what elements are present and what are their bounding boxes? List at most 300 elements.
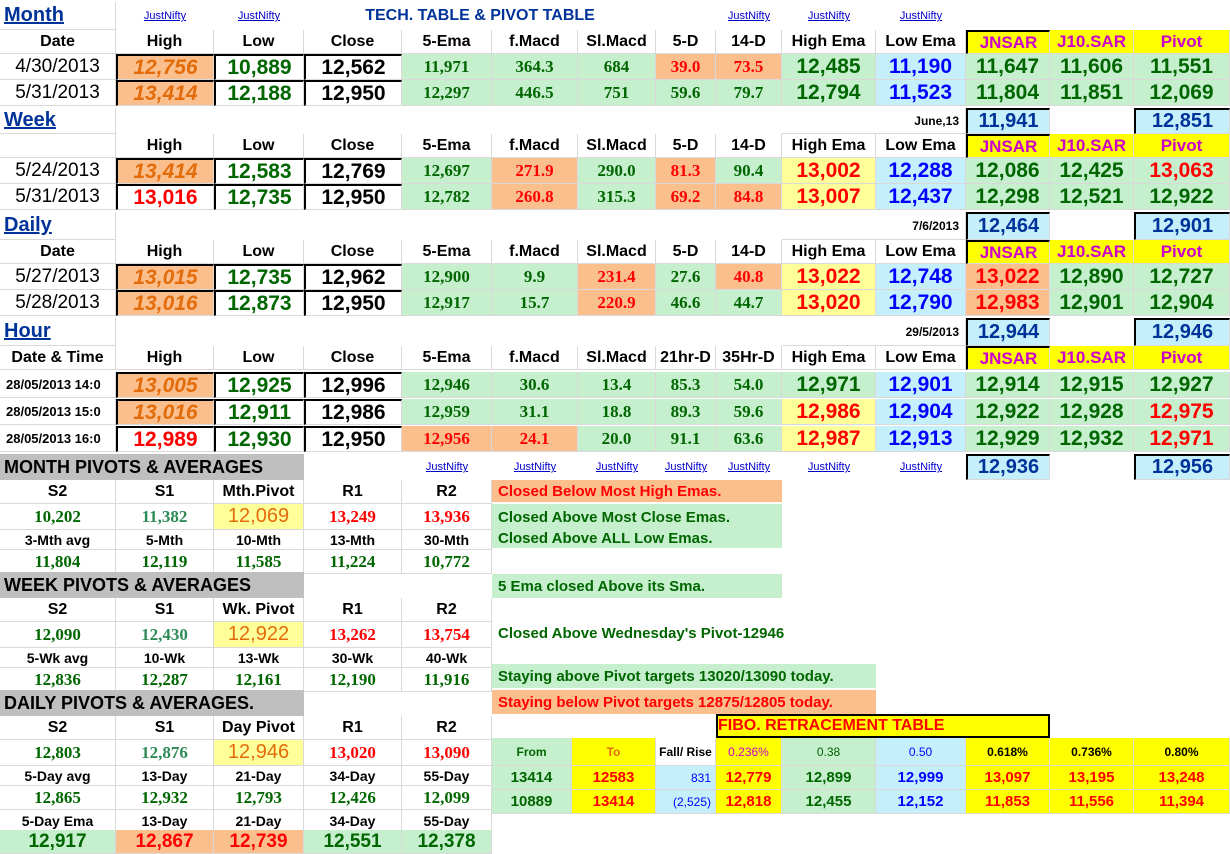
value-cell: 69.2 [656,184,716,210]
column-header: Pivot [1134,30,1230,54]
column-header: f.Macd [492,30,578,54]
column-header: Low [214,134,304,158]
column-header: Close [304,30,402,54]
avg-header: 21-Day [214,766,304,786]
pivot-header: S2 [0,598,116,622]
value-cell: 12,930 [214,426,304,452]
fibo-value: 13,195 [1050,766,1134,790]
column-header: Low [214,240,304,264]
value-cell: 30.6 [492,372,578,398]
section-title: MONTH PIVOTS & AVERAGES [0,454,304,480]
value-cell: 12,971 [1134,426,1230,452]
value-cell: 11,804 [966,80,1050,106]
value-cell: 59.6 [716,399,782,425]
link-justnifty[interactable]: JustNifty [237,10,281,22]
value-cell: 12,922 [966,399,1050,425]
avg-value: 12,865 [0,786,116,810]
avg-header: 5-Mth [116,530,214,550]
fibo-value: 12,818 [716,790,782,814]
status-message: Closed Above ALL Low Emas. [492,528,782,548]
column-header: 5-Ema [402,240,492,264]
column-header: Low [214,30,304,54]
value-cell: 12,929 [966,426,1050,452]
column-header: 14-D [716,240,782,264]
value-cell: 12,794 [782,80,876,106]
link-justnifty[interactable]: JustNifty [143,10,187,22]
fibo-title: FIBO. RETRACEMENT TABLE [716,714,1050,738]
pivot-value: 10,202 [0,504,116,530]
value-cell: 11,647 [966,54,1050,80]
value-cell: 12,983 [966,290,1050,316]
value-cell: 12,913 [876,426,966,452]
column-header: High Ema [782,346,876,370]
column-header: Low Ema [876,346,966,370]
column-header: 5-Ema [402,30,492,54]
status-message: Staying below Pivot targets 12875/12805 today. [492,690,876,714]
value-cell: 12,790 [876,290,966,316]
value-cell: 12,986 [304,399,402,425]
value-cell: 12,583 [214,158,304,184]
link-justnifty[interactable]: JustNifty [899,10,943,22]
avg-header: 13-Mth [304,530,402,550]
sub-date: June,13 [782,108,966,134]
pivot-value: 13,020 [304,740,402,766]
avg-value: 11,804 [0,550,116,574]
pivot-value: 13,754 [402,622,492,648]
ema-value: 12,739 [214,830,304,854]
avg-value: 12,426 [304,786,402,810]
fibo-value: 11,394 [1134,790,1230,814]
avg-value: 11,585 [214,550,304,574]
avg-header: 30-Mth [402,530,492,550]
sub-jnsar: 12,944 [966,318,1050,346]
value-cell: 12,911 [214,399,304,425]
value-cell: 12,950 [304,290,402,316]
avg-value: 12,836 [0,668,116,692]
date-cell: 5/31/2013 [0,184,116,210]
fibo-header: 0.80% [1134,738,1230,766]
ema-header: 13-Day [116,810,214,832]
value-cell: 73.5 [716,54,782,80]
value-cell: 84.8 [716,184,782,210]
fibo-value: 11,853 [966,790,1050,814]
avg-value: 12,932 [116,786,214,810]
sub-date: 29/5/2013 [782,318,966,346]
column-header: J10.SAR [1050,240,1134,264]
link-justnifty[interactable]: JustNifty [425,461,469,473]
column-header: Close [304,346,402,370]
date-cell: 28/05/2013 16:0 [0,426,116,452]
avg-value: 12,190 [304,668,402,692]
value-cell: 39.0 [656,54,716,80]
value-cell: 20.0 [578,426,656,452]
avg-header: 55-Day [402,766,492,786]
value-cell: 12,769 [304,158,402,184]
pivot-header: S2 [0,480,116,504]
value-cell: 12,946 [402,372,492,398]
page-title: TECH. TABLE & PIVOT TABLE [365,7,595,24]
value-cell: 12,727 [1134,264,1230,290]
value-cell: 12,748 [876,264,966,290]
value-cell: 13,020 [782,290,876,316]
value-cell: 446.5 [492,80,578,106]
fibo-value: 13,097 [966,766,1050,790]
column-header: Low [214,346,304,370]
column-header: Low Ema [876,30,966,54]
pivot-value: 12,803 [0,740,116,766]
column-header: Sl.Macd [578,346,656,370]
fibo-value: 13,248 [1134,766,1230,790]
date-cell: 5/24/2013 [0,158,116,184]
column-header: f.Macd [492,346,578,370]
value-cell: 11,523 [876,80,966,106]
value-cell: 11,551 [1134,54,1230,80]
value-cell: 10,889 [214,54,304,80]
pivot-header: S1 [116,598,214,622]
pivot-value: 12,430 [116,622,214,648]
daily-label: Daily [0,212,116,240]
value-cell: 12,735 [214,264,304,290]
pivot-header: R1 [304,598,402,622]
value-cell: 12,297 [402,80,492,106]
column-header: f.Macd [492,134,578,158]
value-cell: 12,927 [1134,372,1230,398]
avg-header: 3-Mth avg [0,530,116,550]
sub-jnsar: 12,936 [966,454,1050,480]
pivot-value: 12,922 [214,622,304,648]
value-cell: 12,437 [876,184,966,210]
pivot-header: R2 [402,716,492,740]
value-cell: 81.3 [656,158,716,184]
avg-value: 12,161 [214,668,304,692]
sub-date: 7/6/2013 [782,212,966,240]
avg-value: 12,119 [116,550,214,574]
sub-pivot: 12,901 [1134,212,1230,240]
value-cell: 12,925 [214,372,304,398]
value-cell: 31.1 [492,399,578,425]
fibo-header: Fall/ Rise [656,738,716,766]
value-cell: 11,190 [876,54,966,80]
value-cell: 12,950 [304,184,402,210]
value-cell: 12,917 [402,290,492,316]
sub-pivot: 12,851 [1134,108,1230,134]
pivot-value: 13,249 [304,504,402,530]
avg-value: 11,224 [304,550,402,574]
value-cell: 12,485 [782,54,876,80]
value-cell: 13,016 [116,290,214,316]
avg-value: 11,916 [402,668,492,692]
fibo-value: 12,152 [876,790,966,814]
value-cell: 315.3 [578,184,656,210]
link-justnifty[interactable]: JustNifty [595,461,639,473]
avg-header: 13-Day [116,766,214,786]
value-cell: 59.6 [656,80,716,106]
fibo-value: 12,455 [782,790,876,814]
avg-value: 12,793 [214,786,304,810]
value-cell: 13,414 [116,80,214,106]
value-cell: 11,971 [402,54,492,80]
sub-jnsar: 11,941 [966,108,1050,134]
avg-header: 5-Day avg [0,766,116,786]
value-cell: 63.6 [716,426,782,452]
column-header: Sl.Macd [578,134,656,158]
value-cell: 12,922 [1134,184,1230,210]
value-cell: 12,873 [214,290,304,316]
column-header: Pivot [1134,240,1230,264]
pivot-header: R1 [304,716,402,740]
value-cell: 13,022 [782,264,876,290]
pivot-header: R1 [304,480,402,504]
date-cell: 5/28/2013 [0,290,116,316]
fibo-value: 12,999 [876,766,966,790]
column-header: High Ema [782,30,876,54]
pivot-header: S1 [116,716,214,740]
date-cell: 4/30/2013 [0,54,116,80]
section-title: DAILY PIVOTS & AVERAGES. [0,690,304,716]
pivot-header: R2 [402,598,492,622]
column-header: Sl.Macd [578,30,656,54]
avg-header: 34-Day [304,766,402,786]
column-header: High Ema [782,134,876,158]
column-header: Date [0,240,116,264]
pivot-value: 13,090 [402,740,492,766]
value-cell: 13,007 [782,184,876,210]
value-cell: 12,735 [214,184,304,210]
pivot-value: 13,262 [304,622,402,648]
value-cell: 12,904 [876,399,966,425]
fibo-header: From [492,738,572,766]
value-cell: 13,022 [966,264,1050,290]
fibo-header: To [572,738,656,766]
avg-value: 12,099 [402,786,492,810]
value-cell: 13,414 [116,158,214,184]
value-cell: 12,956 [402,426,492,452]
value-cell: 12,521 [1050,184,1134,210]
link-justnifty[interactable]: JustNifty [513,461,557,473]
date-cell: 28/05/2013 15:0 [0,399,116,425]
column-header: Close [304,134,402,158]
fibo-value: 12,779 [716,766,782,790]
section-title: WEEK PIVOTS & AVERAGES [0,572,304,598]
value-cell: 271.9 [492,158,578,184]
value-cell: 11,851 [1050,80,1134,106]
value-cell: 13,016 [116,184,214,210]
ema-value: 12,917 [0,830,116,854]
avg-header: 5-Wk avg [0,648,116,668]
fibo-header: 0.736% [1050,738,1134,766]
fibo-value: 13414 [572,790,656,814]
value-cell: 15.7 [492,290,578,316]
date-cell: 5/31/2013 [0,80,116,106]
value-cell: 9.9 [492,264,578,290]
value-cell: 12,962 [304,264,402,290]
column-header: High Ema [782,240,876,264]
column-header: Date [0,30,116,54]
link-justnifty[interactable]: JustNifty [807,10,851,22]
hour-label: Hour [0,318,116,346]
value-cell: 12,756 [116,54,214,80]
pivot-header: S1 [116,480,214,504]
value-cell: 12,562 [304,54,402,80]
column-header: J10.SAR [1050,346,1134,370]
column-header: Sl.Macd [578,240,656,264]
value-cell: 12,188 [214,80,304,106]
avg-value: 12,287 [116,668,214,692]
fibo-header: 0.236% [716,738,782,766]
value-cell: 684 [578,54,656,80]
column-header: Date & Time [0,346,116,370]
fibo-value: 831 [656,766,716,790]
fibo-value: 13414 [492,766,572,790]
value-cell: 12,900 [402,264,492,290]
value-cell: 12,288 [876,158,966,184]
date-cell: 28/05/2013 14:0 [0,372,116,398]
value-cell: 12,975 [1134,399,1230,425]
fibo-value: 10889 [492,790,572,814]
fibo-header: 0.38 [782,738,876,766]
ema-value: 12,551 [304,830,402,854]
week-label: Week [0,108,116,134]
value-cell: 231.4 [578,264,656,290]
value-cell: 12,987 [782,426,876,452]
value-cell: 290.0 [578,158,656,184]
link-justnifty[interactable]: JustNifty [899,461,943,473]
value-cell: 220.9 [578,290,656,316]
link-justnifty[interactable]: JustNifty [727,461,771,473]
value-cell: 40.8 [716,264,782,290]
link-justnifty[interactable]: JustNifty [727,10,771,22]
ema-header: 55-Day [402,810,492,832]
value-cell: 91.1 [656,426,716,452]
status-message: Closed Above Most Close Emas. [492,504,782,530]
value-cell: 13,015 [116,264,214,290]
column-header: Low Ema [876,240,966,264]
value-cell: 13,016 [116,399,214,425]
value-cell: 12,086 [966,158,1050,184]
column-header: JNSAR [966,346,1050,370]
avg-value: 10,772 [402,550,492,574]
pivot-header: Day Pivot [214,716,304,740]
fibo-value: 12583 [572,766,656,790]
column-header: 5-D [656,30,716,54]
pivot-value: 12,069 [214,504,304,530]
date-cell: 5/27/2013 [0,264,116,290]
value-cell: 12,298 [966,184,1050,210]
fibo-value: 12,899 [782,766,876,790]
value-cell: 12,971 [782,372,876,398]
column-header: 5-Ema [402,346,492,370]
column-header: High [116,240,214,264]
avg-header: 10-Mth [214,530,304,550]
avg-header: 30-Wk [304,648,402,668]
value-cell: 13,063 [1134,158,1230,184]
value-cell: 12,901 [876,372,966,398]
value-cell: 12,425 [1050,158,1134,184]
value-cell: 12,950 [304,426,402,452]
value-cell: 12,697 [402,158,492,184]
value-cell: 90.4 [716,158,782,184]
pivot-value: 11,382 [116,504,214,530]
sub-jnsar: 12,464 [966,212,1050,240]
value-cell: 24.1 [492,426,578,452]
column-header: High [116,346,214,370]
value-cell: 11,606 [1050,54,1134,80]
value-cell: 18.8 [578,399,656,425]
value-cell: 12,932 [1050,426,1134,452]
value-cell: 12,069 [1134,80,1230,106]
value-cell: 27.6 [656,264,716,290]
link-justnifty[interactable]: JustNifty [807,461,851,473]
fibo-value: (2,525) [656,790,716,814]
column-header: 14-D [716,30,782,54]
value-cell: 12,901 [1050,290,1134,316]
column-header: J10.SAR [1050,134,1134,158]
value-cell: 54.0 [716,372,782,398]
column-header: J10.SAR [1050,30,1134,54]
column-header: Pivot [1134,346,1230,370]
value-cell: 12,950 [304,80,402,106]
column-header: 5-D [656,240,716,264]
value-cell: 12,890 [1050,264,1134,290]
status-message: Closed Above Wednesday's Pivot-12946 [498,624,785,642]
ema-value: 12,867 [116,830,214,854]
column-header: 14-D [716,134,782,158]
column-header: 21hr-D [656,346,716,370]
column-header: 5-D [656,134,716,158]
value-cell: 12,928 [1050,399,1134,425]
link-justnifty[interactable]: JustNifty [664,461,708,473]
value-cell: 12,986 [782,399,876,425]
month-label: Month [0,2,116,30]
pivot-header: S2 [0,716,116,740]
value-cell: 12,782 [402,184,492,210]
value-cell: 46.6 [656,290,716,316]
value-cell: 12,959 [402,399,492,425]
column-header: f.Macd [492,240,578,264]
value-cell: 364.3 [492,54,578,80]
avg-header: 13-Wk [214,648,304,668]
value-cell: 13.4 [578,372,656,398]
value-cell: 12,996 [304,372,402,398]
fibo-header: 0.50 [876,738,966,766]
column-header: High [116,30,214,54]
pivot-header: Mth.Pivot [214,480,304,504]
pivot-header: R2 [402,480,492,504]
value-cell: 12,915 [1050,372,1134,398]
status-message: Closed Below Most High Emas. [492,480,782,502]
value-cell: 12,914 [966,372,1050,398]
fibo-header: 0.618% [966,738,1050,766]
value-cell: 85.3 [656,372,716,398]
pivot-value: 13,936 [402,504,492,530]
ema-header: 21-Day [214,810,304,832]
column-header [0,134,116,158]
column-header: JNSAR [966,240,1050,264]
ema-header: 34-Day [304,810,402,832]
status-message: 5 Ema closed Above its Sma. [492,574,782,598]
value-cell: 13,002 [782,158,876,184]
avg-header: 40-Wk [402,648,492,668]
value-cell: 751 [578,80,656,106]
column-header: 35Hr-D [716,346,782,370]
column-header: Low Ema [876,134,966,158]
column-header: 5-Ema [402,134,492,158]
pivot-value: 12,946 [214,740,304,766]
column-header: High [116,134,214,158]
status-message: Staying above Pivot targets 13020/13090 today. [492,664,876,688]
column-header: JNSAR [966,30,1050,54]
sub-pivot: 12,956 [1134,454,1230,480]
